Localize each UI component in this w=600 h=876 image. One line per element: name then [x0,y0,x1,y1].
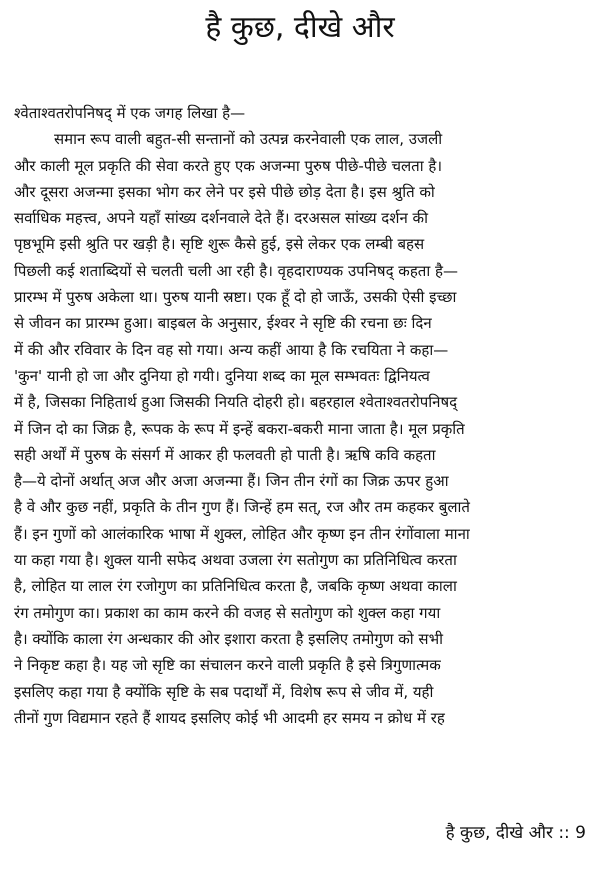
text-line: रंग तमोगुण का। प्रकाश का काम करने की वजह से सतोगुण को शुक्ल कहा गया [14,603,441,622]
chapter-title: है कुछ, दीखे और [205,10,395,45]
body-text [14,100,586,731]
text-line: है, लोहित या लाल रंग रजोगुण का प्रतिनिधित्व करता है, जबकि कृष्ण अथवा काला [14,577,457,596]
text-line: या कहा गया है। शुक्ल यानी सफेद अथवा उजला रंग सतोगुण का प्रतिनिधित्व करता [14,551,457,570]
text-line: इसलिए कहा गया है क्योंकि सृष्टि के सब पदार्थों में, विशेष रूप से जीव में, यही [14,682,434,701]
text-line: पृष्ठभूमि इसी श्रुति पर खड़ी है। सृष्टि शुरू कैसे हुई, इसे लेकर एक लम्बी बहस [14,235,425,254]
page-footer: है कुछ, दीखे और :: 9 [445,823,586,843]
text-line: में की और रविवार के दिन वह सो गया। अन्य कहीं आया है कि रचयिता ने कहा— [14,340,449,359]
text-line: है वे और कुछ नहीं, प्रकृति के तीन गुण हैं। जिन्हें हम सत्, रज और तम कहकर बुलाते [14,498,470,517]
text-line: है। क्योंकि काला रंग अन्धकार की ओर इशारा करता है इसलिए तमोगुण को सभी [14,629,444,648]
text-line: और काली मूल प्रकृति की सेवा करते हुए एक अजन्मा पुरुष पीछे-पीछे चलता है। [14,156,443,175]
text-line: में जिन दो का जिक्र है, रूपक के रूप में इन्हें बकरा-बकरी माना जाता है। मूल प्रकृति [14,419,465,438]
text-line: है—ये दोनों अर्थात् अज और अजा अजन्मा हैं। जिन तीन रंगों का जिक्र ऊपर हुआ [14,472,449,491]
text-line: में है, जिसका निहितार्थ हुआ जिसकी नियति दोहरी हो। बहरहाल श्वेताश्वतरोपनिषद् [14,393,458,412]
text-line: सर्वाधिक महत्त्व, अपने यहाँ सांख्य दर्शनवाले देते हैं। दरअसल सांख्य दर्शन की [14,209,428,228]
text-line: पिछली कई शताब्दियों से चलती चली आ रही है। वृहदाराण्यक उपनिषद् कहता है— [14,261,458,280]
text-line: हैं। इन गुणों को आलंकारिक भाषा में शुक्ल, लोहित और कृष्ण इन तीन रंगोंवाला माना [14,524,470,543]
text-line: श्वेताश्वतरोपनिषद् में एक जगह लिखा है— [14,104,246,122]
text-line: प्रारम्भ में पुरुष अकेला था। पुरुष यानी स्रष्टा। एक हूँ दो हो जाऊँ, उसकी ऐसी इच्छा [14,288,457,307]
text-line: और दूसरा अजन्मा इसका भोग कर लेने पर इसे पीछे छोड़ देता है। इस श्रुति को [14,182,435,201]
text-line: तीनों गुण विद्यमान रहते हैं शायद इसलिए कोई भी आदमी हर समय न क्रोध में रह [14,708,445,727]
text-line: समान रूप वाली बहुत-सी सन्तानों को उत्पन्न करनेवाली एक लाल, उजली [54,130,443,149]
text-line: ने निकृष्ट कहा है। यह जो सृष्टि का संचालन करने वाली प्रकृति है इसे त्रिगुणात्मक [14,656,441,675]
text-line: सही अर्थों में पुरुष के संसर्ग में आकर ही फलवती हो पाती है। ऋषि कवि कहता [14,445,436,464]
text-line: से जीवन का प्रारम्भ हुआ। बाइबल के अनुसार, ईश्वर ने सृष्टि की रचना छः दिन [14,314,432,333]
text-line: 'कुन' यानी हो जा और दुनिया हो गयी। दुनिया शब्द का मूल सम्भवतः द्विनियत्व [14,366,430,385]
